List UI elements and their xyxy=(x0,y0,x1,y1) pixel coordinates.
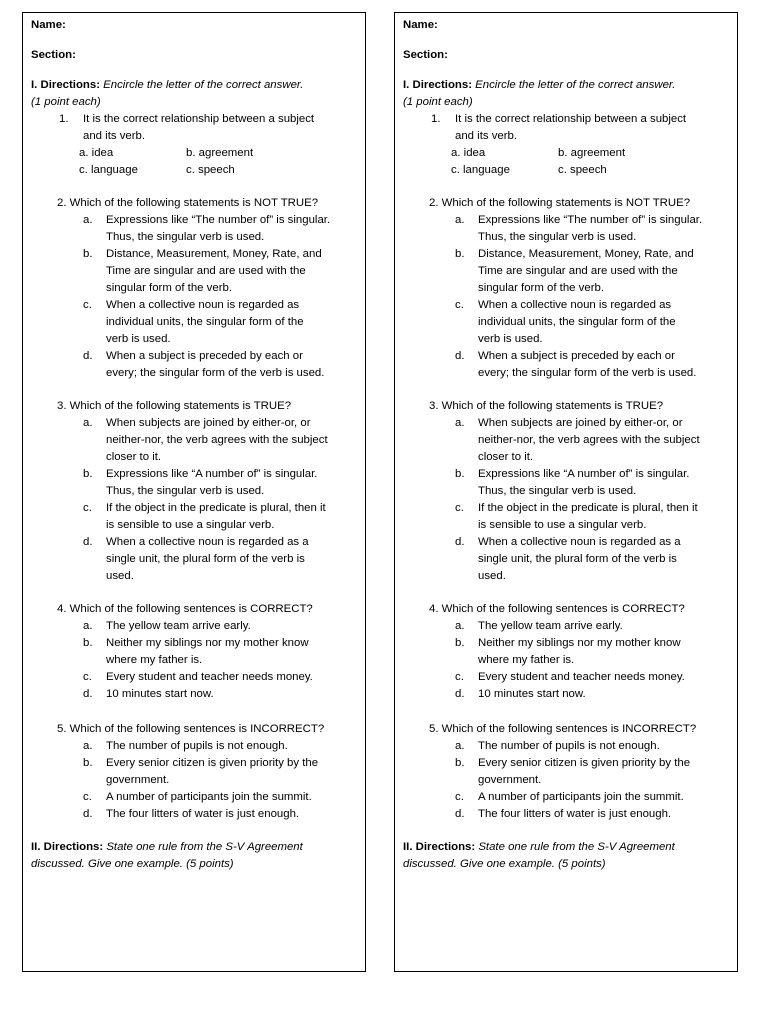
choice-text: A number of participants join the summit. xyxy=(106,791,312,803)
choice-letter: c. xyxy=(83,671,92,683)
choice-text: used. xyxy=(106,570,134,582)
part2-instruction: discussed. Give one example. (5 points) xyxy=(403,858,606,870)
option-a: a. idea xyxy=(79,147,114,159)
section-label: Section: xyxy=(31,49,76,61)
choice-text: where my father is. xyxy=(106,654,203,666)
choice-letter: c. xyxy=(455,791,464,803)
choice-text: When a subject is preceded by each or xyxy=(478,350,675,362)
choice-text: closer to it. xyxy=(106,451,162,463)
choice-text: used. xyxy=(478,570,506,582)
choice-text: A number of participants join the summit. xyxy=(478,791,684,803)
choice-text: Expressions like “A number of” is singular. xyxy=(106,468,318,480)
choice-a xyxy=(31,415,365,466)
part2-directions xyxy=(31,839,365,873)
choice-text: verb is used. xyxy=(106,333,171,345)
choice-text: The four litters of water is just enough. xyxy=(478,808,672,820)
option-b: b. agreement xyxy=(186,147,254,159)
choice-text: is sensible to use a singular verb. xyxy=(106,519,275,531)
choice-letter: d. xyxy=(83,808,93,820)
question-3 xyxy=(403,398,737,585)
question-text: and its verb. xyxy=(455,130,518,142)
part1-instruction: Encircle the letter of the correct answer. xyxy=(475,79,676,91)
choice-text: closer to it. xyxy=(478,451,534,463)
part1-heading: I. Directions: xyxy=(403,79,472,91)
option-c: c. language xyxy=(451,164,510,176)
choice-text: is sensible to use a singular verb. xyxy=(478,519,647,531)
part1-points: (1 point each) xyxy=(31,96,101,108)
question-heading: 3. Which of the following statements is TRUE? xyxy=(429,400,664,412)
choice-letter: c. xyxy=(455,299,464,311)
choice-d xyxy=(31,534,365,585)
part2-directions xyxy=(403,839,737,873)
choice-d xyxy=(403,348,737,382)
choice-b xyxy=(31,466,365,500)
part1-instruction: Encircle the letter of the correct answer. xyxy=(103,79,304,91)
choice-text: single unit, the plural form of the verb is xyxy=(106,553,305,565)
choice-text: Every senior citizen is given priority by the xyxy=(478,757,691,769)
choice-text: every; the singular form of the verb is used. xyxy=(106,367,325,379)
choice-letter: b. xyxy=(455,468,465,480)
choice-letter: d. xyxy=(455,688,465,700)
part2-heading: II. Directions: xyxy=(403,841,476,853)
choice-letter: d. xyxy=(83,350,93,362)
choice-a xyxy=(403,415,737,466)
choice-b xyxy=(31,755,365,789)
choice-text: single unit, the plural form of the verb is xyxy=(478,553,677,565)
choice-letter: c. xyxy=(83,299,92,311)
choice-a xyxy=(31,212,365,246)
choice-text: individual units, the singular form of the xyxy=(478,316,676,328)
choice-d xyxy=(403,534,737,585)
choice-text: Every student and teacher needs money. xyxy=(478,671,685,683)
choice-text: If the object in the predicate is plural, then it xyxy=(478,502,698,514)
question-text: It is the correct relationship between a subject xyxy=(455,113,687,125)
choice-letter: a. xyxy=(83,740,93,752)
choice-c xyxy=(31,669,365,686)
question-heading: 5. Which of the following sentences is INCORRECT? xyxy=(429,723,697,735)
question-heading: 5. Which of the following sentences is INCORRECT? xyxy=(57,723,325,735)
choice-letter: b. xyxy=(83,248,93,260)
choice-d xyxy=(403,806,737,823)
option-d: c. speech xyxy=(186,164,235,176)
choice-text: Time are singular and are used with the xyxy=(106,265,306,277)
question-2 xyxy=(403,195,737,382)
choice-c xyxy=(403,669,737,686)
part1-heading: I. Directions: xyxy=(31,79,100,91)
option-d: c. speech xyxy=(558,164,607,176)
choice-text: Distance, Measurement, Money, Rate, and xyxy=(478,248,694,260)
choice-text: neither-nor, the verb agrees with the subject xyxy=(478,434,700,446)
option-b: b. agreement xyxy=(558,147,626,159)
choice-text: Neither my siblings nor my mother know xyxy=(478,637,681,649)
choice-d xyxy=(31,348,365,382)
choice-letter: b. xyxy=(83,468,93,480)
choice-letter: b. xyxy=(455,757,465,769)
question-text: and its verb. xyxy=(83,130,146,142)
choice-text: Thus, the singular verb is used. xyxy=(478,231,637,243)
choice-text: where my father is. xyxy=(478,654,575,666)
question-5 xyxy=(403,721,737,823)
choice-letter: b. xyxy=(83,637,93,649)
choice-letter: c. xyxy=(455,502,464,514)
choice-text: Neither my siblings nor my mother know xyxy=(106,637,309,649)
quiz-card-right xyxy=(394,12,738,972)
choice-letter: a. xyxy=(455,417,465,429)
part1-directions xyxy=(403,77,737,94)
choice-b xyxy=(31,246,365,297)
choice-letter: a. xyxy=(455,620,465,632)
choice-text: 10 minutes start now. xyxy=(106,688,214,700)
choice-letter: c. xyxy=(83,791,92,803)
choice-b xyxy=(403,755,737,789)
choice-a xyxy=(403,738,737,755)
question-2 xyxy=(31,195,365,382)
choice-b xyxy=(403,466,737,500)
choice-text: Expressions like “A number of” is singular. xyxy=(478,468,690,480)
choice-d xyxy=(31,806,365,823)
choice-text: When subjects are joined by either-or, or xyxy=(106,417,311,429)
choice-text: Distance, Measurement, Money, Rate, and xyxy=(106,248,322,260)
choice-text: When subjects are joined by either-or, or xyxy=(478,417,683,429)
choice-b xyxy=(403,246,737,297)
choice-text: government. xyxy=(106,774,170,786)
choice-letter: d. xyxy=(455,808,465,820)
choice-c xyxy=(403,297,737,348)
choice-b xyxy=(31,635,365,669)
choice-letter: b. xyxy=(83,757,93,769)
choice-d xyxy=(403,686,737,703)
choice-letter: a. xyxy=(455,740,465,752)
question-5 xyxy=(31,721,365,823)
question-1 xyxy=(31,111,365,179)
choice-letter: b. xyxy=(455,637,465,649)
choice-text: Every senior citizen is given priority by the xyxy=(106,757,319,769)
question-heading: 4. Which of the following sentences is CORRECT? xyxy=(429,603,685,615)
question-number: 1. xyxy=(59,113,69,125)
choice-letter: d. xyxy=(83,536,93,548)
choice-c xyxy=(403,500,737,534)
choice-text: singular form of the verb. xyxy=(478,282,604,294)
option-a: a. idea xyxy=(451,147,486,159)
question-heading: 2. Which of the following statements is NOT TRUE? xyxy=(429,197,691,209)
choice-d xyxy=(31,686,365,703)
choice-text: every; the singular form of the verb is used. xyxy=(478,367,697,379)
choice-text: When a collective noun is regarded as xyxy=(478,299,672,311)
option-c: c. language xyxy=(79,164,138,176)
question-heading: 2. Which of the following statements is NOT TRUE? xyxy=(57,197,319,209)
quiz-card-left xyxy=(22,12,366,972)
choice-letter: b. xyxy=(455,248,465,260)
choice-text: Thus, the singular verb is used. xyxy=(106,231,265,243)
choice-text: Expressions like “The number of” is singular. xyxy=(478,214,703,226)
choice-text: verb is used. xyxy=(478,333,543,345)
choice-text: The yellow team arrive early. xyxy=(106,620,251,632)
choice-a xyxy=(31,738,365,755)
choice-text: 10 minutes start now. xyxy=(478,688,586,700)
choice-letter: d. xyxy=(83,688,93,700)
choice-letter: a. xyxy=(455,214,465,226)
choice-text: If the object in the predicate is plural, then it xyxy=(106,502,326,514)
choice-text: When a collective noun is regarded as xyxy=(106,299,300,311)
question-4 xyxy=(403,601,737,703)
choice-text: singular form of the verb. xyxy=(106,282,232,294)
choice-text: When a collective noun is regarded as a xyxy=(478,536,681,548)
part2-instruction: discussed. Give one example. (5 points) xyxy=(31,858,234,870)
name-label: Name: xyxy=(403,19,438,31)
choice-text: The number of pupils is not enough. xyxy=(478,740,660,752)
question-4 xyxy=(31,601,365,703)
choice-c xyxy=(31,297,365,348)
choice-b xyxy=(403,635,737,669)
question-number: 1. xyxy=(431,113,441,125)
part1-points: (1 point each) xyxy=(403,96,473,108)
section-label: Section: xyxy=(403,49,448,61)
choice-text: individual units, the singular form of the xyxy=(106,316,304,328)
choice-c xyxy=(31,500,365,534)
choice-text: When a collective noun is regarded as a xyxy=(106,536,309,548)
part2-instruction: State one rule from the S-V Agreement xyxy=(478,841,675,853)
choice-c xyxy=(31,789,365,806)
choice-text: government. xyxy=(478,774,542,786)
part2-heading: II. Directions: xyxy=(31,841,104,853)
question-heading: 3. Which of the following statements is TRUE? xyxy=(57,400,292,412)
choice-letter: c. xyxy=(455,671,464,683)
part2-instruction: State one rule from the S-V Agreement xyxy=(106,841,303,853)
choice-letter: a. xyxy=(83,417,93,429)
choice-text: The yellow team arrive early. xyxy=(478,620,623,632)
choice-letter: d. xyxy=(455,536,465,548)
choice-letter: a. xyxy=(83,620,93,632)
part1-directions xyxy=(31,77,365,94)
choice-text: Thus, the singular verb is used. xyxy=(106,485,265,497)
question-1 xyxy=(403,111,737,179)
choice-text: Time are singular and are used with the xyxy=(478,265,678,277)
choice-letter: d. xyxy=(455,350,465,362)
choice-letter: c. xyxy=(83,502,92,514)
choice-text: Thus, the singular verb is used. xyxy=(478,485,637,497)
choice-text: Expressions like “The number of” is singular. xyxy=(106,214,331,226)
question-text: It is the correct relationship between a subject xyxy=(83,113,315,125)
choice-a xyxy=(31,618,365,635)
choice-a xyxy=(403,212,737,246)
choice-text: Every student and teacher needs money. xyxy=(106,671,313,683)
choice-text: When a subject is preceded by each or xyxy=(106,350,303,362)
question-heading: 4. Which of the following sentences is CORRECT? xyxy=(57,603,313,615)
choice-letter: a. xyxy=(83,214,93,226)
choice-text: The number of pupils is not enough. xyxy=(106,740,288,752)
question-3 xyxy=(31,398,365,585)
choice-text: The four litters of water is just enough. xyxy=(106,808,300,820)
choice-a xyxy=(403,618,737,635)
name-label: Name: xyxy=(31,19,66,31)
choice-c xyxy=(403,789,737,806)
choice-text: neither-nor, the verb agrees with the subject xyxy=(106,434,328,446)
